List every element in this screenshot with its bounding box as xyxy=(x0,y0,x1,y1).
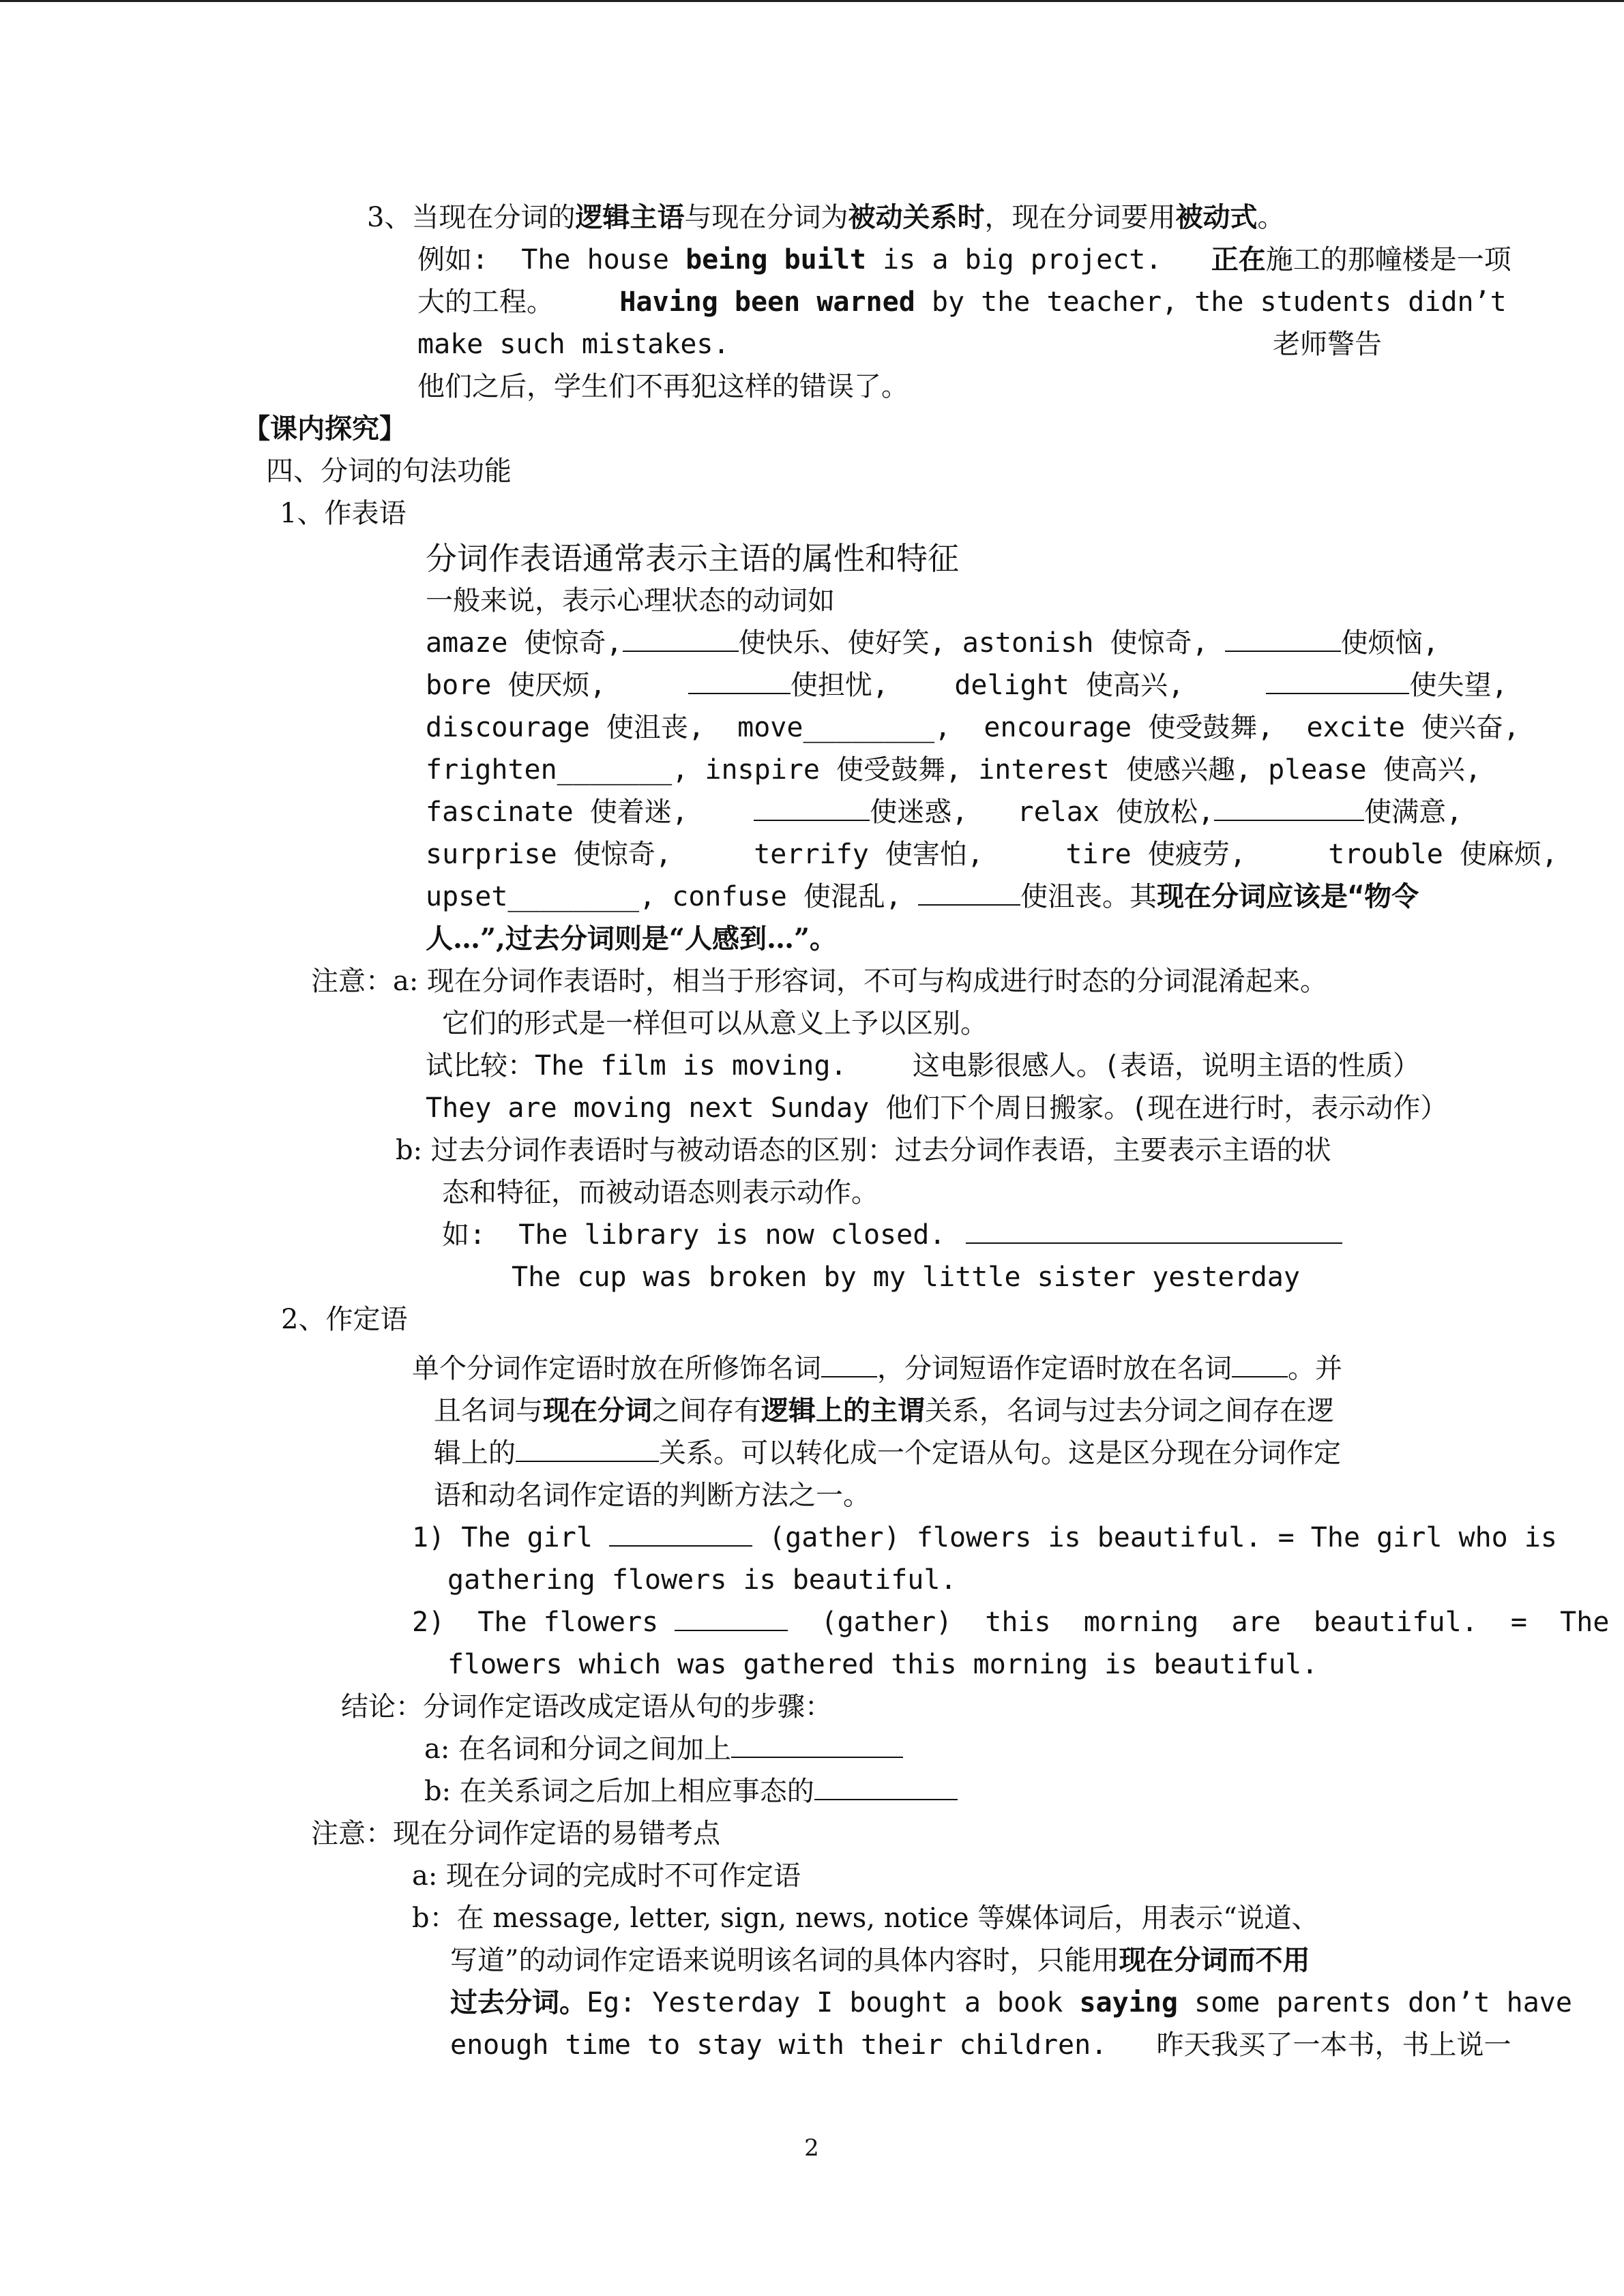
fill-blank[interactable] xyxy=(688,667,791,694)
attributive-title xyxy=(281,1298,407,1341)
answer-blank[interactable] xyxy=(966,1217,1342,1244)
text: 他们之后，学生们不再犯这样的错误了。 xyxy=(417,371,909,402)
bold-text: being built xyxy=(685,244,866,275)
verb-row-7 xyxy=(426,876,1419,918)
fill-blank[interactable] xyxy=(1225,625,1341,652)
text: is a big project. xyxy=(866,244,1211,275)
text: 。并 xyxy=(1288,1353,1342,1384)
text: make such mistakes. xyxy=(417,329,730,360)
bold-text: 逻辑上的主谓 xyxy=(761,1395,925,1427)
text: 态和特征，而被动语态则表示动作。 xyxy=(442,1177,879,1208)
text: 使失望, xyxy=(1409,670,1508,701)
example-1-line-1 xyxy=(412,1517,1557,1559)
text: b: 过去分词作表语时与被动语态的区别：过去分词作表语，主要表示主语的状 xyxy=(396,1135,1331,1166)
note-b-line-4 xyxy=(512,1256,1300,1298)
text: 与现在分词为 xyxy=(684,202,848,233)
verb-row-6 xyxy=(426,833,1558,876)
note-a-line-1 xyxy=(311,960,1327,1002)
attributive-text-3 xyxy=(434,1432,1341,1474)
fill-blank[interactable] xyxy=(609,1519,752,1547)
text: 。 xyxy=(1257,202,1285,233)
text: b：在 message, letter, sign, news, notice 等媒体词后，用表示“说道、 xyxy=(412,1903,1319,1934)
note2-a xyxy=(412,1855,801,1897)
verb-row-4 xyxy=(426,749,1481,791)
text: 如: The library is now closed. xyxy=(442,1219,946,1251)
text: by the teacher, the students didn’t xyxy=(915,286,1507,318)
conclusion-title xyxy=(341,1686,832,1728)
conclusion-step-b xyxy=(424,1770,958,1813)
note-b-line-3 xyxy=(442,1214,1342,1256)
bold-text: 现在分词 xyxy=(543,1395,652,1427)
text: 老师警告 xyxy=(1273,329,1382,360)
fill-blank[interactable] xyxy=(516,1435,659,1462)
bold-text: 正在 xyxy=(1211,244,1266,275)
text: surprise 使惊奇, terrify 使害怕, tire 使疲劳, trouble 使麻烦, xyxy=(426,839,1559,870)
text: 结论：分词作定语改成定语从句的步骤： xyxy=(341,1691,832,1723)
verb-row-5 xyxy=(426,791,1462,833)
text: Eg: Yesterday I bought a book xyxy=(587,1987,1080,2018)
fill-blank[interactable] xyxy=(731,1731,903,1758)
bold-text: saying xyxy=(1079,1987,1178,2018)
text: bore 使厌烦, xyxy=(426,670,688,701)
page-number: 2 xyxy=(804,2134,819,2162)
conclusion-step-a xyxy=(424,1728,903,1770)
bold-text: 过去分词。 xyxy=(450,1986,587,2018)
text: fascinate 使着迷, xyxy=(426,796,754,828)
example-1-line-2 xyxy=(447,1559,957,1601)
text: 一般来说，表示心理状态的动词如 xyxy=(426,585,835,616)
text: a: 现在分词的完成时不可作定语 xyxy=(412,1860,801,1892)
text: 1、作表语 xyxy=(280,498,407,529)
note-a-line-3 xyxy=(426,1045,1420,1087)
verb-row-1 xyxy=(426,622,1439,664)
fill-blank[interactable] xyxy=(754,794,870,821)
text: 分词作表语通常表示主语的属性和特征 xyxy=(426,540,959,577)
text: ，现在分词要用 xyxy=(984,202,1176,233)
text: frighten_______, inspire 使受鼓舞, interest 使感兴趣, please 使高兴, xyxy=(426,754,1481,786)
bold-text: Having been warned xyxy=(619,286,915,318)
fill-blank[interactable] xyxy=(675,1604,788,1631)
fill-blank[interactable] xyxy=(821,1350,877,1377)
text: 使满意, xyxy=(1364,796,1463,828)
text: 语和动名词作定语的判断方法之一。 xyxy=(434,1480,870,1511)
text: (gather) this morning are beautiful. = The xyxy=(788,1607,1610,1638)
example-2-line-1 xyxy=(412,1601,1609,1643)
text: a: 在名词和分词之间加上 xyxy=(424,1733,732,1765)
verb-row-8 xyxy=(426,918,837,960)
note-b-line-1 xyxy=(396,1129,1331,1172)
part-4-title xyxy=(266,450,512,492)
note2-b-line-3 xyxy=(450,1982,1572,2024)
attributive-text-4 xyxy=(434,1474,870,1517)
section-title xyxy=(243,408,407,450)
attributive-text-2 xyxy=(434,1390,1334,1432)
verb-row-3 xyxy=(426,706,1520,749)
note2-b-line-1 xyxy=(412,1897,1319,1939)
text: (gather) flowers is beautiful. = The girl who is xyxy=(752,1522,1558,1553)
text: 使快乐、使好笑, astonish 使惊奇, xyxy=(738,627,1225,659)
example-line-3-cn xyxy=(1273,323,1382,366)
example-line-1 xyxy=(417,239,1511,281)
text: 之间存有 xyxy=(652,1395,761,1427)
note2-b-line-4 xyxy=(450,2024,1511,2066)
text: 大的工程。 xyxy=(417,286,620,318)
text: gathering flowers is beautiful. xyxy=(447,1564,957,1596)
fill-blank[interactable] xyxy=(1214,794,1364,821)
bold-text: 人…”,过去分词则是“人感到…”。 xyxy=(426,923,837,955)
text: 例如: The house xyxy=(417,244,686,275)
predicative-intro-1 xyxy=(426,537,959,580)
fill-blank[interactable] xyxy=(1232,1350,1288,1377)
fill-blank[interactable] xyxy=(623,625,739,652)
attributive-text-1 xyxy=(412,1347,1342,1390)
note-a-line-2 xyxy=(442,1002,988,1045)
text: amaze 使惊奇, xyxy=(426,627,623,659)
text: 它们的形式是一样但可以从意义上予以区别。 xyxy=(442,1008,988,1039)
text: 注意：现在分词作定语的易错考点 xyxy=(311,1818,720,1849)
bold-text: 现在分词应该是“物令 xyxy=(1157,881,1419,912)
text: ，分词短语作定语时放在名词 xyxy=(877,1353,1232,1384)
text: flowers which was gathered this morning is beautiful. xyxy=(447,1649,1318,1680)
text: 单个分词作定语时放在所修饰名词 xyxy=(412,1353,821,1384)
text: 施工的那幢楼是一项 xyxy=(1265,244,1511,275)
example-line-4 xyxy=(417,366,909,408)
text: 2、作定语 xyxy=(281,1304,408,1335)
text: 关系，名词与过去分词之间存在逻 xyxy=(925,1395,1334,1427)
text: enough time to stay with their children. 昨天我买了一本书，书上说一 xyxy=(450,2029,1511,2061)
bold-text: 【课内探究】 xyxy=(243,413,407,445)
text: 2) The flowers xyxy=(412,1607,675,1638)
example-line-3 xyxy=(417,323,730,366)
text: The cup was broken by my little sister yesterday xyxy=(512,1262,1300,1293)
bold-text: 被动关系时 xyxy=(848,201,985,233)
note2-title xyxy=(311,1813,720,1855)
text: some parents don’t have xyxy=(1177,1987,1572,2018)
text: 辑上的 xyxy=(434,1437,516,1469)
fill-blank[interactable] xyxy=(814,1773,958,1800)
text: b: 在关系词之后加上相应事态的 xyxy=(424,1776,814,1807)
text: 使烦恼, xyxy=(1340,627,1439,659)
text: 1) The girl xyxy=(412,1522,609,1553)
text: They are moving next Sunday 他们下个周日搬家。(现在进行时，表示动作） xyxy=(426,1092,1448,1124)
example-2-line-2 xyxy=(447,1643,1318,1686)
text: 四、分词的句法功能 xyxy=(266,456,512,487)
predicative-title xyxy=(280,492,406,535)
text: 且名词与 xyxy=(434,1395,543,1427)
text: 试比较：The film is moving. 这电影很感人。(表语，说明主语的性质） xyxy=(426,1050,1420,1082)
note-a-line-4 xyxy=(426,1087,1447,1129)
example-line-2 xyxy=(417,281,1507,323)
text: 3、当现在分词的 xyxy=(367,202,576,233)
note2-b-line-2 xyxy=(450,1939,1310,1982)
verb-row-2 xyxy=(426,664,1508,706)
text: discourage 使沮丧, move________, encourage 使受鼓舞, excite 使兴奋, xyxy=(426,712,1520,743)
text: upset________, confuse 使混乱, xyxy=(426,881,919,912)
rule-3-line xyxy=(367,196,1284,239)
note-b-line-2 xyxy=(442,1172,879,1214)
fill-blank[interactable] xyxy=(918,878,1020,906)
fill-blank[interactable] xyxy=(1266,667,1409,694)
text: 写道”的动词作定语来说明该名词的具体内容时，只能用 xyxy=(450,1945,1119,1976)
text: 使沮丧。其 xyxy=(1020,881,1157,912)
text: 使迷惑, relax 使放松, xyxy=(870,796,1215,828)
bold-text: 被动式 xyxy=(1175,201,1258,233)
bold-text: 现在分词而不用 xyxy=(1119,1944,1310,1976)
bold-text: 逻辑主语 xyxy=(575,201,685,233)
text: 使担忧, delight 使高兴, xyxy=(790,670,1267,701)
predicative-intro-2 xyxy=(426,580,835,622)
text: 注意：a: 现在分词作表语时，相当于形容词，不可与构成进行时态的分词混淆起来。 xyxy=(311,966,1328,997)
text: 关系。可以转化成一个定语从句。这是区分现在分词作定 xyxy=(659,1437,1341,1469)
top-border xyxy=(0,0,1624,2)
